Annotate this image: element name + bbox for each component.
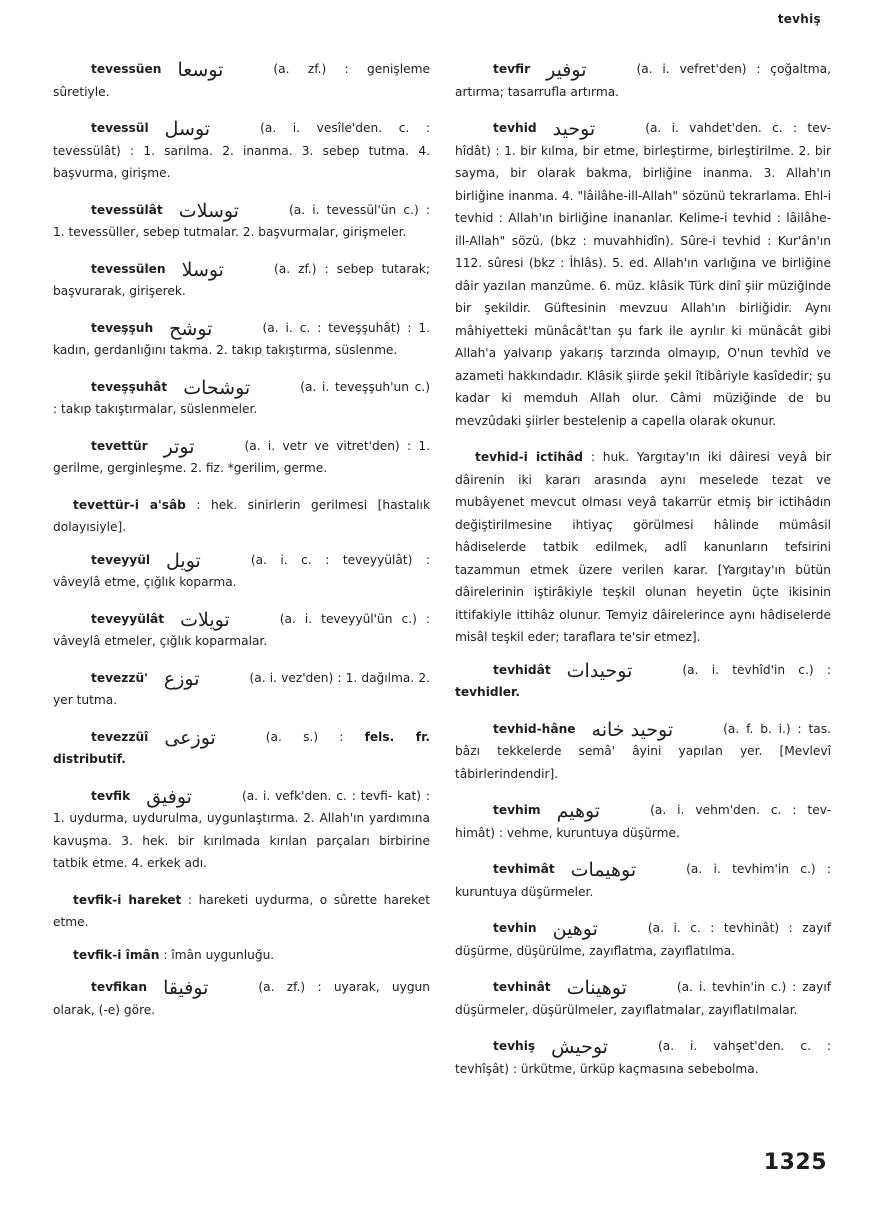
grammar-note: (a. i. c. : tevhinât) : — [647, 921, 793, 935]
arabic-script: توسعا — [177, 59, 224, 81]
dictionary-entry — [53, 608, 430, 653]
headword: tevhiş — [493, 1039, 536, 1053]
dictionary-entry — [53, 726, 430, 771]
arabic-script: توزعی — [164, 726, 216, 749]
headword: tevessüen — [91, 62, 162, 76]
dictionary-entry — [53, 667, 430, 712]
dictionary-entry — [53, 258, 430, 303]
dictionary-entry — [53, 976, 430, 1021]
grammar-note: (a. i. tevhîd'in c.) : — [682, 662, 831, 677]
headword: teveşşuhât — [91, 379, 168, 394]
headword: tevezzüî — [91, 729, 149, 744]
definition: himât) : vehme, kuruntuya düşürme. — [455, 825, 680, 840]
arabic-script: توحيش — [551, 1036, 608, 1058]
headword: tevhin — [493, 921, 537, 935]
subentry-headword: tevfik-i îmân — [73, 947, 160, 962]
headword: tevessülât — [91, 202, 163, 217]
headword: tevhidât — [493, 662, 551, 677]
dictionary-entry — [455, 117, 831, 432]
definition: 1. dağılma. 2. yer tutma. — [53, 670, 430, 707]
grammar-note: (a. i. c. : teveyyülât) : — [250, 552, 430, 567]
arabic-script: توحيد — [552, 118, 596, 140]
definition: fels. fr. distributif. — [53, 729, 430, 766]
right-column — [455, 58, 831, 1094]
grammar-note: (a. s.) : — [265, 729, 344, 744]
headword: tevfik — [91, 788, 131, 803]
definition: tas. bâzı tekkelerde semâ' âyini yapılan yer. [Mevlevî tâbirlerindendir]. — [455, 721, 831, 781]
definition: : huk. Yargıtay'ın iki dâiresi veyâ bir dâirenin iki kararı arasında aynı meselede tezat ve mubâyenet mevcut olması veyâ takarrür etmiş bir ictihâdın değiştirilmesine ihtiyaç görülmesi hâlinde mümâsil hâdiselerde tatbik edilmek, adlî kanunların tefsirini tazammun etmek üzere verilen karar. [Yargıtay'ın bütün dâirelerinin iştirâkiyle teşkil olunan heyetin üçte ikisinin ittifakiyle ittihâz olunur. Temyiz dâirelerince aynı hâdiselerde misâl teşkil eder; taraflara te'sir etmez]. — [455, 450, 832, 644]
arabic-script: توسلا — [181, 258, 224, 281]
headword: tevettür — [91, 438, 148, 453]
definition: c.) : vâveylâ etmeler, çığlık koparmalar. — [53, 611, 431, 648]
dictionary-entry — [455, 799, 831, 844]
arabic-script: توحيدات — [566, 659, 633, 682]
definition: tevhidler. — [455, 685, 520, 699]
definition: : hek. sinirlerin gerilmesi [hastalık dolayısiyle]. — [53, 497, 431, 534]
dictionary-entry — [53, 785, 430, 875]
definition: 1. kadın, gerdanlığını takma. 2. takıp takıştırma, süslenme. — [53, 320, 430, 357]
dictionary-entry — [455, 718, 831, 786]
definition: : hareketi uydurma, o sûrette hareket etme. — [53, 892, 431, 929]
headword: tevfikan — [91, 980, 148, 994]
dictionary-entry — [53, 376, 430, 421]
definition: tevessülât) : 1. sarılma. 2. inanma. 3. sebep tutma. 4. başvurma, girişme. — [53, 143, 430, 180]
definition: : îmân uygunluğu. — [163, 947, 275, 962]
grammar-note: (a. i. tevhin'in c.) : — [676, 980, 797, 994]
definition: sebep tutarak; başvurarak, girişerek. — [53, 261, 430, 298]
arabic-script: توشح — [169, 317, 213, 340]
dictionary-entry — [53, 549, 430, 594]
arabic-script: تویل — [166, 549, 201, 572]
left-column — [53, 58, 430, 1035]
dictionary-entry — [455, 917, 831, 962]
definition: 1. gerilme, gerginleşme. 2. fiz. *gerilim, germe. — [53, 438, 430, 475]
arabic-script: توحيد خانه — [591, 718, 674, 741]
dictionary-entry — [53, 435, 430, 480]
grammar-note: (a. i. tevhim'in c.) : — [686, 862, 831, 876]
arabic-script: توشحات — [183, 376, 251, 399]
grammar-note: (a. i. vahşet'den. c. : — [657, 1039, 831, 1053]
grammar-note: (a. zf.) : — [273, 62, 349, 76]
definition: tevhîşât) : ürkütme, ürküp kaçmasına sebebolma. — [455, 1061, 759, 1076]
headword: tevhinât — [493, 980, 551, 994]
page-number: 1325 — [763, 1150, 827, 1175]
dictionary-entry — [53, 117, 430, 185]
definition: vâveylâ etme, çığlık koparma. — [53, 575, 237, 589]
dictionary-entry — [455, 58, 831, 103]
definition: uyarak, uygun olarak, (-e) göre. — [53, 980, 431, 1017]
definition: genişleme sûretiyle. — [53, 62, 430, 99]
grammar-note: (a. f. b. i.) : — [723, 721, 802, 736]
arabic-script: توفير — [546, 59, 587, 81]
dictionary-entry — [53, 317, 430, 362]
headword: teveşşuh — [91, 320, 154, 335]
arabic-script: توهيم — [556, 800, 601, 822]
dictionary-subentry — [455, 446, 831, 649]
grammar-note: (a. i. vefret'den) : — [636, 62, 761, 76]
headword: tevhid — [493, 121, 537, 135]
headword: tevfir — [493, 62, 531, 76]
dictionary-subentry — [53, 494, 430, 539]
dictionary-entry — [455, 659, 831, 704]
grammar-note: (a. i. c. : teveşşuhât) : — [262, 320, 412, 335]
definition: hîdât) : 1. bir kılma, bir etme, birleştirme, birleştirilme. 2. bir sayma, bir olarak bakma, birliğine inanma. 3. Allah'ın birliğine inanma. 4. "lâilâhe-ill-Allah" sözünü tekrarlama. Ehl-i tevhid : Allah'ın birliğine inananlar. Kelime-i tevhid : lâilâhe-ill-Allah" sözü. (bkz : muvahhidîn). Sûre-i tevhid : Kur'ân'ın 112. sûresi (bkz : İhlâs). 5. ed. Allah'ın varlığına ve birliğine dâir yazılan manzûme. 6. müz. klâsik Türk dinî şiir müziğinde bir şekildir. Güftesinin mevzuu Allah'ın birliğidir. Aynı mâhiyetteki münâcât'tan şu fark ile ayrılır ki münâcât gibi Allah'a yalvarıp yakarış tarzında olmayıp, O'nun tevhîd ve azameti hakkındadır. Klâsik şiirde şekil îtibâriyle kasîdedir; şu kadar ki memduh Allah olur. Câmi müziğinde de bu mevzûdaki şiirler bestelenip a capella olarak okunur. — [455, 143, 831, 428]
grammar-note: (a. i. teveyyül'ün — [279, 611, 393, 626]
grammar-note: (a. i. vez'den) : — [249, 670, 342, 685]
subentry-headword: tevfik-i hareket — [73, 892, 182, 907]
grammar-note: (a. i. teveşşuh'un c.) : — [53, 379, 430, 416]
dictionary-entry — [455, 976, 831, 1021]
headword: tevessülen — [91, 261, 166, 276]
dictionary-entry — [53, 58, 430, 103]
arabic-script: توهين — [552, 918, 598, 940]
subentry-headword: tevhid-i ictihâd — [475, 450, 584, 464]
dictionary-subentry — [53, 944, 430, 967]
definition: çoğaltma, artırma; tasarrufla artırma. — [455, 62, 832, 99]
grammar-note: (a. zf.) : — [273, 261, 329, 276]
grammar-note: (a. i. vahdet'den. c. : tev- — [645, 121, 831, 135]
dictionary-entry — [455, 1035, 831, 1080]
arabic-script: توزع — [163, 667, 200, 690]
arabic-script: توفيق — [146, 785, 192, 808]
arabic-script: توتر — [163, 435, 195, 458]
subentry-headword: tevettür-i a'sâb — [73, 497, 186, 512]
definition: kuruntuya düşürmeler. — [455, 884, 594, 899]
headword: tevhim — [493, 803, 541, 817]
definition: zayıf düşürmeler, düşürülmeler, zayıflatmalar, zayıflatılmalar. — [455, 980, 831, 1017]
grammar-note: (a. zf.) : — [258, 980, 322, 994]
definition: takıp takıştırmalar, süslenmeler. — [60, 402, 258, 416]
arabic-script: توهيمات — [570, 859, 637, 881]
dictionary-entry — [455, 858, 831, 903]
arabic-script: توفيقا — [163, 977, 209, 999]
headword: tevhimât — [493, 862, 555, 876]
grammar-note: (a. i. tevessül'ün c.) : — [288, 202, 430, 217]
headword: tevezzü' — [91, 670, 148, 685]
arabic-script: توهينات — [566, 977, 627, 999]
arabic-script: توسلات — [178, 199, 239, 222]
definition: kat) : 1. uydurma, uydurulma, uygunlaştırma. 2. Allah'ın yardımına kavuşma. 3. hek. bir kırılmada kırılan parçaları birbirine tatbik etme. 4. erkek adı. — [53, 788, 431, 870]
definition: zayıf düşürme, düşürülme, zayıflatma, zayıflatılma. — [455, 921, 832, 958]
headword: teveyyül — [91, 552, 151, 567]
grammar-note: (a. i. vehm'den. c. : tev- — [650, 803, 831, 817]
arabic-script: توسل — [164, 118, 211, 140]
grammar-note: (a. i. vefk'den. c. : tevfi- — [241, 788, 393, 803]
definition: 1. tevessüller, sebep tutmalar. 2. başvurmalar, girişmeler. — [53, 225, 407, 239]
running-head: tevhiş — [777, 12, 821, 26]
grammar-note: (a. i. vetr ve vitret'den) : — [244, 438, 412, 453]
headword: teveyyülât — [91, 611, 165, 626]
dictionary-subentry — [53, 889, 430, 934]
dictionary-entry — [53, 199, 430, 244]
headword: tevhid-hâne — [493, 721, 576, 736]
headword: tevessül — [91, 121, 149, 135]
arabic-script: تویلات — [180, 608, 230, 631]
grammar-note: (a. i. vesîle'den. c. : — [260, 121, 430, 135]
